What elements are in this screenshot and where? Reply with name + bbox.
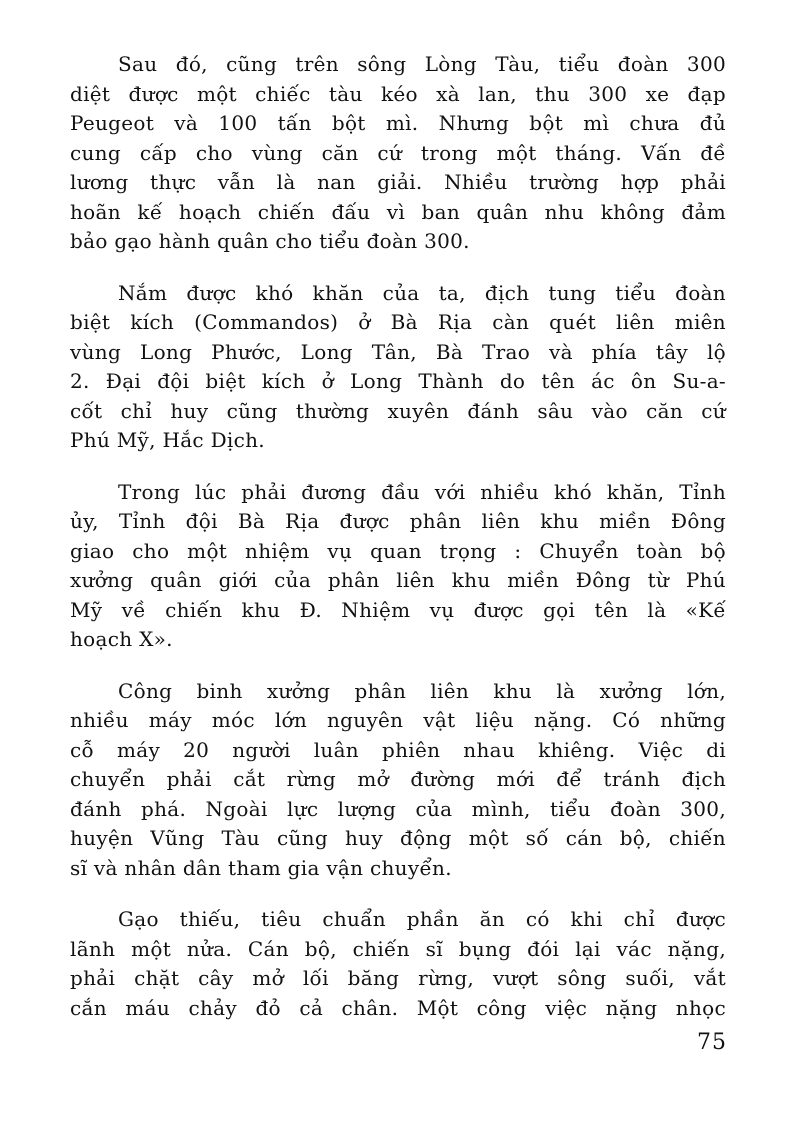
text-line: cắn máu chảy đỏ cả chân. Một công việc nặng nhọc	[70, 995, 726, 1020]
paragraph-3	[70, 478, 726, 655]
text-line: hoạch X».	[70, 627, 173, 651]
text-line: giao cho một nhiệm vụ quan trọng : Chuyển toàn bộ	[70, 538, 726, 563]
text-line: 2. Đại đội biệt kích ở Long Thành do tên ác ôn Su-a-	[70, 369, 726, 393]
paragraph-2	[70, 279, 726, 456]
text-line: đánh phá. Ngoài lực lượng của mình, tiểu đoàn 300,	[70, 796, 726, 821]
text-line: Nắm được khó khăn của ta, địch tung tiểu đoàn	[118, 280, 726, 305]
text-line: Peugeot và 100 tấn bột mì. Nhưng bột mì chưa đủ	[70, 111, 726, 135]
text-line: Sau đó, cũng trên sông Lòng Tàu, tiểu đoàn 300	[118, 52, 726, 76]
text-line: ủy, Tỉnh đội Bà Rịa được phân liên khu miền Đông	[70, 509, 726, 533]
text-line: diệt được một chiếc tàu kéo xà lan, thu 300 xe đạp	[70, 81, 726, 106]
text-line: nhiều máy móc lớn nguyên vật liệu nặng. Có những	[70, 708, 726, 732]
text-line: Gạo thiếu, tiêu chuẩn phần ăn có khi chỉ được	[118, 907, 726, 931]
text-line: lương thực vẫn là nan giải. Nhiều trường hợp phải	[70, 170, 726, 194]
text-line: xưởng quân giới của phân liên khu miền Đông từ Phú	[70, 568, 726, 592]
text-line: cung cấp cho vùng căn cứ trong một tháng. Vấn đề	[70, 140, 726, 165]
text-line: chuyển phải cắt rừng mở đường mới để tránh địch	[70, 767, 726, 791]
text-line: Công binh xưởng phân liên khu là xưởng lớn,	[118, 678, 726, 703]
body-text	[70, 50, 726, 1045]
text-line: huyện Vũng Tàu cũng huy động một số cán bộ, chiến	[70, 826, 726, 850]
text-line: Mỹ về chiến khu Đ. Nhiệm vụ được gọi tên là «Kế	[70, 597, 726, 622]
paragraph-5	[70, 905, 726, 1023]
text-line: Phú Mỹ, Hắc Dịch.	[70, 428, 265, 452]
text-line: cỗ máy 20 người luân phiên nhau khiêng. Việc di	[70, 737, 726, 762]
paragraph-4	[70, 677, 726, 884]
text-line: Trong lúc phải đương đầu với nhiều khó khăn, Tỉnh	[118, 479, 726, 504]
text-line: vùng Long Phước, Long Tân, Bà Trao và phía tây lộ	[70, 339, 726, 364]
text-line: bảo gạo hành quân cho tiểu đoàn 300.	[70, 229, 470, 253]
text-line: phải chặt cây mở lối băng rừng, vượt sông suối, vắt	[70, 966, 726, 990]
text-line: lãnh một nửa. Cán bộ, chiến sĩ bụng đói lại vác nặng,	[70, 936, 726, 961]
paragraph-1	[70, 50, 726, 257]
text-line: cốt chỉ huy cũng thường xuyên đánh sâu vào căn cứ	[70, 398, 726, 423]
text-line: sĩ và nhân dân tham gia vận chuyển.	[70, 855, 452, 880]
text-line: biệt kích (Commandos) ở Bà Rịa càn quét liên miên	[70, 310, 726, 334]
text-line: hoãn kế hoạch chiến đấu vì ban quân nhu không đảm	[70, 199, 726, 224]
page-number: 75	[697, 1030, 727, 1055]
